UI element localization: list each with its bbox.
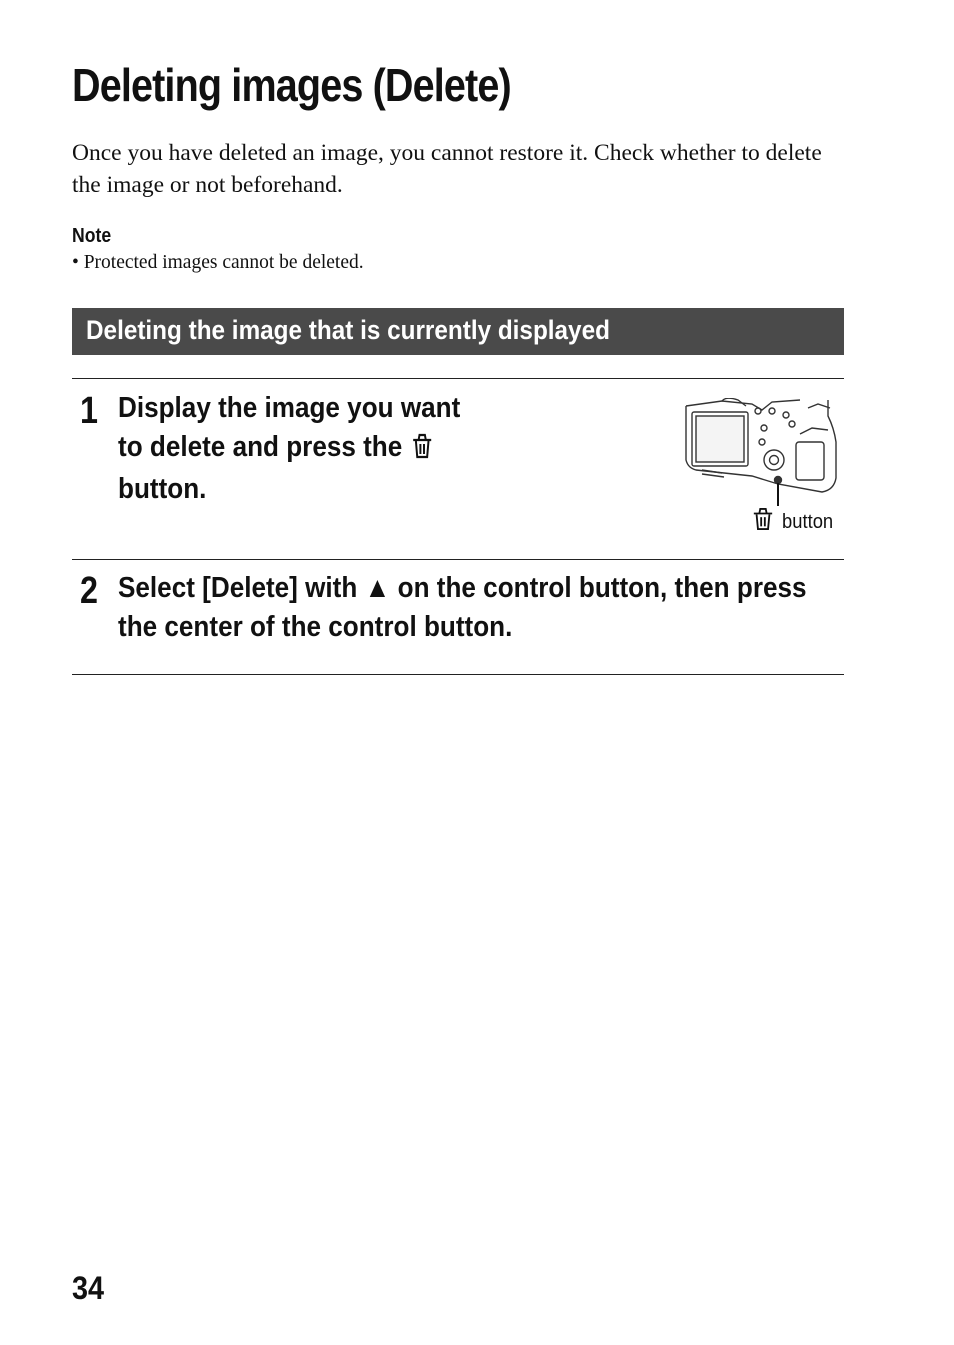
step-1-text (118, 389, 460, 509)
trash-icon (411, 432, 433, 471)
intro-paragraph: Once you have deleted an image, you cannot restore it. Check whether to delete the image or not beforehand. (72, 140, 822, 198)
note-item: • Protected images cannot be deleted. (72, 252, 364, 273)
step-1-line-2 (118, 428, 460, 471)
note-heading: Note (72, 225, 112, 247)
step-2-number: 2 (80, 570, 98, 612)
page-number: 34 (72, 1270, 105, 1306)
page-title: Deleting images (Delete) (72, 59, 511, 111)
step-2-text (118, 569, 807, 646)
camera-back-illustration (682, 398, 842, 515)
step-2-line-1: Select [Delete] with ▲ on the control button, then press (118, 572, 807, 604)
figure-caption-text: button (781, 511, 833, 533)
section-header-bar (72, 308, 844, 355)
step-2-top-rule (72, 559, 844, 560)
step-1-line-3: button. (118, 473, 207, 505)
step-2-line-2: the center of the control button. (118, 610, 513, 643)
step-1-line-2-text: to delete and press the (118, 430, 403, 463)
step-1-line-1: Display the image you want (118, 392, 461, 424)
step-1-top-rule (72, 378, 844, 379)
step-1-number: 1 (80, 390, 98, 432)
step-2-bottom-rule (72, 674, 844, 675)
figure-caption (750, 506, 837, 538)
section-title: Deleting the image that is currently displayed (86, 315, 610, 345)
caption-trash-icon (752, 506, 774, 538)
